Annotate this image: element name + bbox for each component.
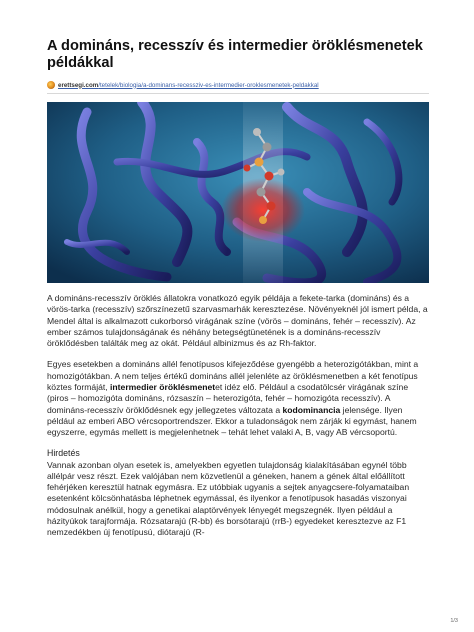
paragraph-2-text-c: jelensége. Ilyen például az emberi ABO vércsoportrendszer. Ekkor a tuladonságok nem zárják ki egymást, hanem egyszerre, egymás mellett is megjelenhetnek – tehát lehet valaki A, B, vagy AB vércsoportú. <box>47 404 417 438</box>
paragraph-1 <box>47 293 429 349</box>
source-domain: erettsegi.com <box>58 81 99 89</box>
paragraph-1-text: A domináns-recesszív öröklés állatokra vonatkozó egyik példája a fekete-tarka (domináns) és a vörös-tarka (recesszív) szőrszínezetű szarvasmarhák keresztezése. Növényeknél jól ismert példa, a Mendel által is alkalmazott cukorborsó virágának színe (vörös – domináns, fehér – recesszív). Az ember számos tulajdonságának és néhány betegségtünetének is a domináns-recesszív öröklődésben találták meg az okát. Például albinizmus és az Rh-faktor. <box>47 293 428 349</box>
term-intermedier: intermedier öröklésmenet <box>110 382 216 393</box>
document-page <box>47 38 429 539</box>
protein-structure-image <box>47 102 429 283</box>
site-favicon-icon <box>47 81 55 89</box>
source-link[interactable] <box>58 82 319 89</box>
source-line <box>47 81 429 94</box>
paragraph-2-text-b: et idéz elő. Például a csodatölcsér virágának színe (piros – homozigóta domináns, rózsaszín – heterozigóta, fehér – homozigóta recesszív). A domináns-recesszív öröklődésnek egy jellegzetes változata a <box>47 382 409 415</box>
page-title: A domináns, recesszív és intermedier öröklésmenetek példákkal <box>47 38 423 71</box>
source-path: /tetelek/biologia/a-dominans-recessziv-es-intermedier-oroklesmenetek-peldakkal <box>98 81 319 89</box>
page-number: 1/3 <box>450 618 458 624</box>
paragraph-3: Vannak azonban olyan esetek is, amelyekben egyetlen tulajdonság kialakításában egynél több allélpár vesz részt. Ezek valójában nem közvetlenül a géneken, hanem a gének által előállított fehérjéken keresztül hatnak egymásra. Ez utóbbiak ugyanis a sejtek anyagcsere-folyamataiban esetenként kölcsönhatásba léphetnek egymással, és ilyenkor a fenotípusok hasadás viszonyai módosulnak anélkül, hogy a genetikai alaptörvények lényegét megszegnék. Ilyen például a házityúkok tarajformája. Rózsatarajú (R-bb) és borsótarajú (rrB-) egyedeket keresztezve az F1 nemzedékben új fenotípusú, diótarajú (R- <box>47 459 410 538</box>
paragraph-2-text-a: Egyes esetekben a domináns allél fenotípusos kifejeződése gyengébb a heterozigótákban, mint a homozigótákban. A nem teljes értékű domináns allél jelenléte az öröklésmenetben a két fenotípus köztes formáját, <box>47 359 419 393</box>
paragraph-2 <box>47 359 429 438</box>
term-kodominancia: kodominancia <box>282 404 341 415</box>
section-heading: Hirdetés <box>47 447 80 458</box>
